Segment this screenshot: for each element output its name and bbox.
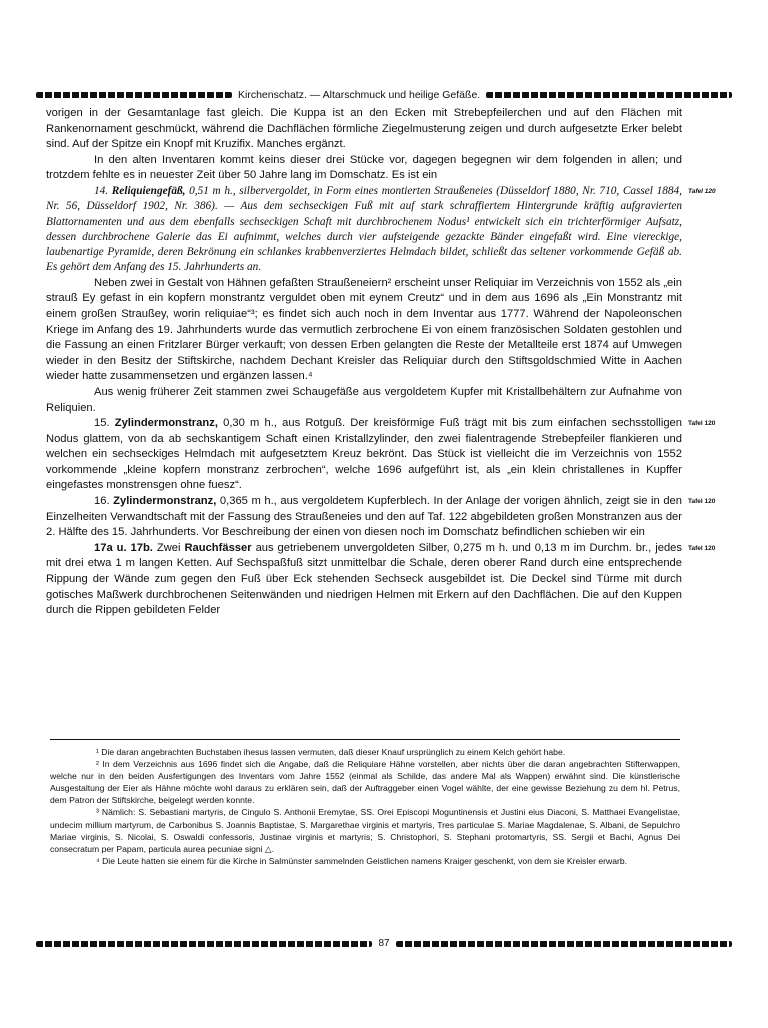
running-header — [36, 88, 732, 102]
item-16-number: 16. — [94, 495, 110, 508]
footnote-rule — [50, 739, 680, 740]
header-ornament-left — [36, 92, 232, 98]
paragraph-2: In den alten Inventaren kommt keins dieser drei Stücke vor, dagegen begegnen wir dem folgenden in allen; und trotzdem fehlte es in neuester Zeit über 50 Jahre lang im Domschatz. Es ist ein — [46, 153, 682, 182]
item-15-number: 15. — [94, 417, 110, 430]
footnotes — [50, 746, 680, 867]
catalog-item-14 — [46, 184, 716, 276]
item-17-plate-ref: Tafel 120 — [688, 544, 716, 552]
item-14-text: 0,51 m h., silbervergoldet, in Form eines montierten Straußeneies (Düsseldorf 1880, Nr. 710, Cassel 1884, Nr. 56, Düsseldorf 1902, Nr. 386). — Aus dem sechseckigen Fuß mit auf stark schraffiertem Hintergrunde kräftig aufgravierten Blattornamenten und aus dem ebenfalls sechseckigen Schaft mit durchbrochenem Nodus¹ entwickelt sich ein trichterförmiger Aufsatz, dessen durchbrochene Galerie das Ei aufnimmt, welches durch vier aufsteigende gezackte Bänder eingefaßt wird. Eine viereckige, laubenartige Pyramide, deren Bekrönung ein schlankes krabbenverziertes Helmdach bildet, schließt das seltener vorkommende Gefäß ab. Es gehört dem Anfang des 15. Jahrhunderts an. — [46, 184, 682, 274]
footer-ornament-left — [36, 941, 372, 947]
item-16-plate-ref: Tafel 120 — [688, 498, 716, 506]
item-17-title-pre: Zwei — [152, 541, 185, 554]
paragraph-1: vorigen in der Gesamtanlage fast gleich. Die Kuppa ist an den Ecken mit Strebepfeilerchen und auf den Flächen mit Rankenornament geschmückt, während die Dachflächen förmliche Ziegelmusterung zeigen und durch aufgesetzte Erker belebt sind. Auf der Spitze ein Knopf mit Kruzifix. Manches ergänzt. — [46, 107, 682, 151]
item-15-plate-ref: Tafel 120 — [688, 420, 716, 428]
footnote-2: ² In dem Verzeichnis aus 1696 findet sich die Angabe, daß die Reliquiare Hähne vorstellen, aber nichts über die daran angebrachten Stifterwappen, welche nur in den beiden Ausfertigungen des Inventars vom Jahre 1552 (einmal als Schilde, das andere Mal als Wappen) erwähnt sind. Die künstlerische Ausgestaltung der Eier als Hähne möchte wohl daraus zu erklären sein, daß der Auftraggeber einen Vogel wählte, der eine gewisse Beziehung zu dem hl. Petrus, dem Patron der Stiftskirche, beigelegt werden konnte. — [50, 759, 680, 806]
item-15-title: Zylindermonstranz, — [114, 417, 218, 430]
header-ornament-right — [486, 92, 732, 98]
catalog-item-16 — [46, 494, 716, 541]
item-17-number: 17a u. 17b. — [94, 541, 153, 554]
item-16-title: Zylindermonstranz, — [113, 495, 217, 508]
catalog-item-17 — [46, 541, 716, 619]
item-14-number: 14. — [94, 184, 109, 197]
item-14-title: Reliquiengefäß, — [111, 184, 186, 197]
item-17-title: Rauchfässer — [184, 541, 252, 554]
item-15-text: 0,30 m h., aus Rotguß. Der kreisförmige Fuß trägt mit bis zum einfachen sechsstolligen Nodus glattem, von da ab sechskantigem Schaft einen Kristallzylinder, den zwei fialentragende Strebepfeiler flankieren und welchen ein sechseckiges Helmdach mit aufgesetztem Kreuz bekrönt. Das Stück ist vielleicht die im Verzeichnis von 1552 vorkommende „kleine kopfern monstranz zerbrochen“, welche 1696 aufgeführt ist, als „ein klein christallenes in Kupffer eingefastes monstrensgen ohne fuesz“. — [46, 417, 683, 492]
page-number: 87 — [378, 938, 390, 949]
footer-ornament-right — [396, 941, 732, 947]
paragraph-4: Aus wenig früherer Zeit stammen zwei Schaugefäße aus vergoldetem Kupfer mit Kristallbehältern zur Aufnahme von Reliquien. — [46, 385, 682, 414]
footnote-1: ¹ Die daran angebrachten Buchstaben ihesus lassen vermuten, daß dieser Knauf ursprünglich zu einem Kelch gehört habe. — [96, 747, 566, 757]
item-17-text: aus getriebenem unvergoldeten Silber, 0,275 m h. und 0,13 m im Durchm. br., jedes mit drei etwa 1 m langen Ketten. Auf Sechspaßfuß sitzt unmittelbar die Schale, deren oberer Rand durch eine entsprechende Rippung der Wände zum gegen den Fuß über Eck stehenden Sechseck ausgebildet ist. Die Deckel sind Türme mit durch gotisches Maßwerk durchbrochenen Seitenwänden und niedrigen Helmen mit Erkern auf den Dachflächen. Die auf den Kuppen durch die Rippen gebildeten Felder — [46, 541, 682, 617]
footnote-3: ³ Nämlich: S. Sebastiani martyris, de Cingulo S. Anthonii Eremytae, SS. Orei Episcopi Moguntinensis et Justini eius Diaconi, S. Matthaei Evangelistae, undecim millium martyrum, de Carbonibus S. Joannis Baptistae, S. Margarethae virginis et martyris, Tres particulae S. Mariae Magdalenae, S. Albani, de Sepulchro Mariae virginis, S. Nicolai, S. Oswaldi confessoris, Justinae virginis et martyris; S. Christophori, S. Stephani protomartyris, SS. Sergii et Bachi, Agnus Dei consecratum per Papam, particula aurea pecuniae signi △. — [50, 807, 680, 854]
main-text — [46, 106, 716, 619]
catalog-item-15 — [46, 416, 716, 494]
item-14-plate-ref: Tafel 120 — [688, 187, 716, 195]
paragraph-3: Neben zwei in Gestalt von Hähnen gefaßten Straußeneiern² erscheint unser Reliquiar im Verzeichnis von 1552 als „ein strauß Ey gefast in ein kopfern monstrantz verguldet oben mit eynem Creutz“ und in dem aus 1696 als „Ein Monstrantz mit einem großen Straußey, worin reliquiae“³; es findet sich auch noch in dem Inventar aus 1777. Während der Napoleonschen Kriege im Anfang des 19. Jahrhunderts wurde das vermutlich zerbrochene Ei von einem französischen Soldaten gestohlen und die Fassung an einen Fritzlarer Bürger verkauft; von dessen Erben gelangten die Reste der Metallteile erst 1874 auf Umwegen wieder in den Besitz der Stiftskirche, nachdem Dechant Kreisler das Reliquiar durch den Stiftsgoldschmied Witte in Aachen wieder hatte zusammensetzen und ergänzen lassen.⁴ — [46, 276, 682, 383]
header-title: Kirchenschatz. — Altarschmuck und heilige Gefäße. — [238, 89, 481, 101]
item-16-text: 0,365 m h., aus vergoldetem Kupferblech. In der Anlage der vorigen ähnlich, zeigt sie in den Einzelheiten Verwandtschaft mit der Fassung des Straußeneies und den auf Taf. 122 abgebildeten großen Monstranzen aus der 2. Hälfte des 15. Jahrhunderts. Vor Beschreibung der einen von diesen noch im Domschatz befindlichen schieben wir ein — [46, 495, 683, 539]
page-footer — [36, 937, 732, 951]
footnote-4: ⁴ Die Leute hatten sie einem für die Kirche in Salmünster sammelnden Geistlichen namens Kraiger geschenkt, von dem sie Kreisler erwarb. — [96, 855, 628, 866]
